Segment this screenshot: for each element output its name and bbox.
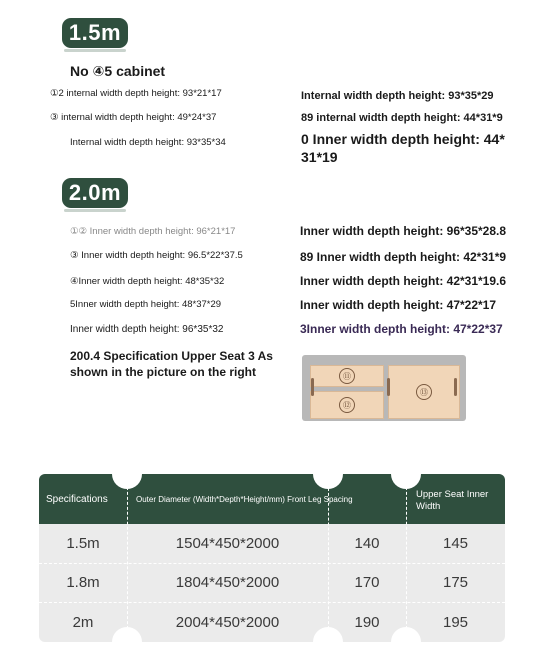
- size-badge-1-5m: 1.5m: [62, 18, 128, 48]
- header-specifications: Specifications: [46, 493, 108, 505]
- spec-line: 3Inner width depth height: 47*22*37: [300, 322, 503, 336]
- table-cell: 190: [354, 613, 380, 631]
- spec-line: ①2 internal width depth height: 93*21*17: [50, 88, 222, 99]
- spec-line: Inner width depth height: 96*35*28.8: [300, 224, 507, 238]
- table-cell: 145: [442, 535, 469, 552]
- spec-line: ①② Inner width depth height: 96*21*17: [70, 226, 236, 237]
- table-cell: 1.5m: [66, 535, 100, 552]
- spec-note: shown in the picture on the right: [70, 365, 256, 379]
- handle: [311, 378, 314, 396]
- table-cell: 140: [354, 535, 380, 552]
- spec-table: [39, 474, 505, 642]
- table-cell: 1804*450*2000: [175, 574, 280, 591]
- spec-line: 89 Inner width depth height: 42*31*9: [300, 250, 507, 264]
- header-upper-seat: Upper Seat Inner: [416, 488, 489, 500]
- cabinet-heading: No ④5 cabinet: [70, 63, 166, 79]
- cabinet-illustration: [302, 355, 466, 421]
- spec-line: ④Inner width depth height: 48*35*32: [70, 276, 225, 287]
- spec-line: 89 internal width depth height: 44*31*9: [301, 112, 503, 124]
- spec-line: Inner width depth height: 42*31*19.6: [300, 274, 507, 288]
- spec-line: 0 Inner width depth height: 44*: [301, 131, 505, 147]
- spec-line: 31*19: [301, 149, 338, 165]
- spec-note: 200.4 Specification Upper Seat 3 As: [70, 349, 273, 363]
- drawer-number: ⑬: [416, 384, 432, 400]
- spec-line: 5Inner width depth height: 48*37*29: [70, 299, 222, 310]
- table-cell: 2004*450*2000: [175, 613, 280, 631]
- handle: [387, 378, 390, 396]
- door-13: [388, 365, 460, 419]
- table-cell: 170: [354, 574, 380, 591]
- spec-line: Inner width depth height: 47*22*17: [300, 298, 497, 312]
- spec-line: ③ Inner width depth height: 96.5*22*37.5: [70, 250, 243, 261]
- drawer-11: [310, 365, 384, 387]
- drawer-12: [310, 391, 384, 419]
- table-cell: 195: [442, 613, 469, 631]
- spec-line: Internal width depth height: 93*35*34: [70, 137, 226, 148]
- handle: [454, 378, 457, 396]
- spec-line: ③ internal width depth height: 49*24*37: [50, 112, 217, 123]
- drawer-number: ⑫: [339, 397, 355, 413]
- drawer-number: ⑪: [339, 368, 355, 384]
- header-outer-diameter: Outer Diameter (Width*Depth*Height/mm) Front Leg Spacing: [136, 494, 353, 504]
- table-cell: 1504*450*2000: [175, 535, 280, 552]
- table-cell: 175: [442, 574, 469, 591]
- spec-line: Inner width depth height: 96*35*32: [70, 324, 224, 335]
- size-badge-2-0m: 2.0m: [62, 178, 128, 208]
- table-cell: 2m: [72, 613, 94, 631]
- spec-line: Internal width depth height: 93*35*29: [301, 90, 494, 102]
- table-cell: 1.8m: [66, 574, 100, 591]
- header-upper-seat-width: Width: [416, 500, 441, 512]
